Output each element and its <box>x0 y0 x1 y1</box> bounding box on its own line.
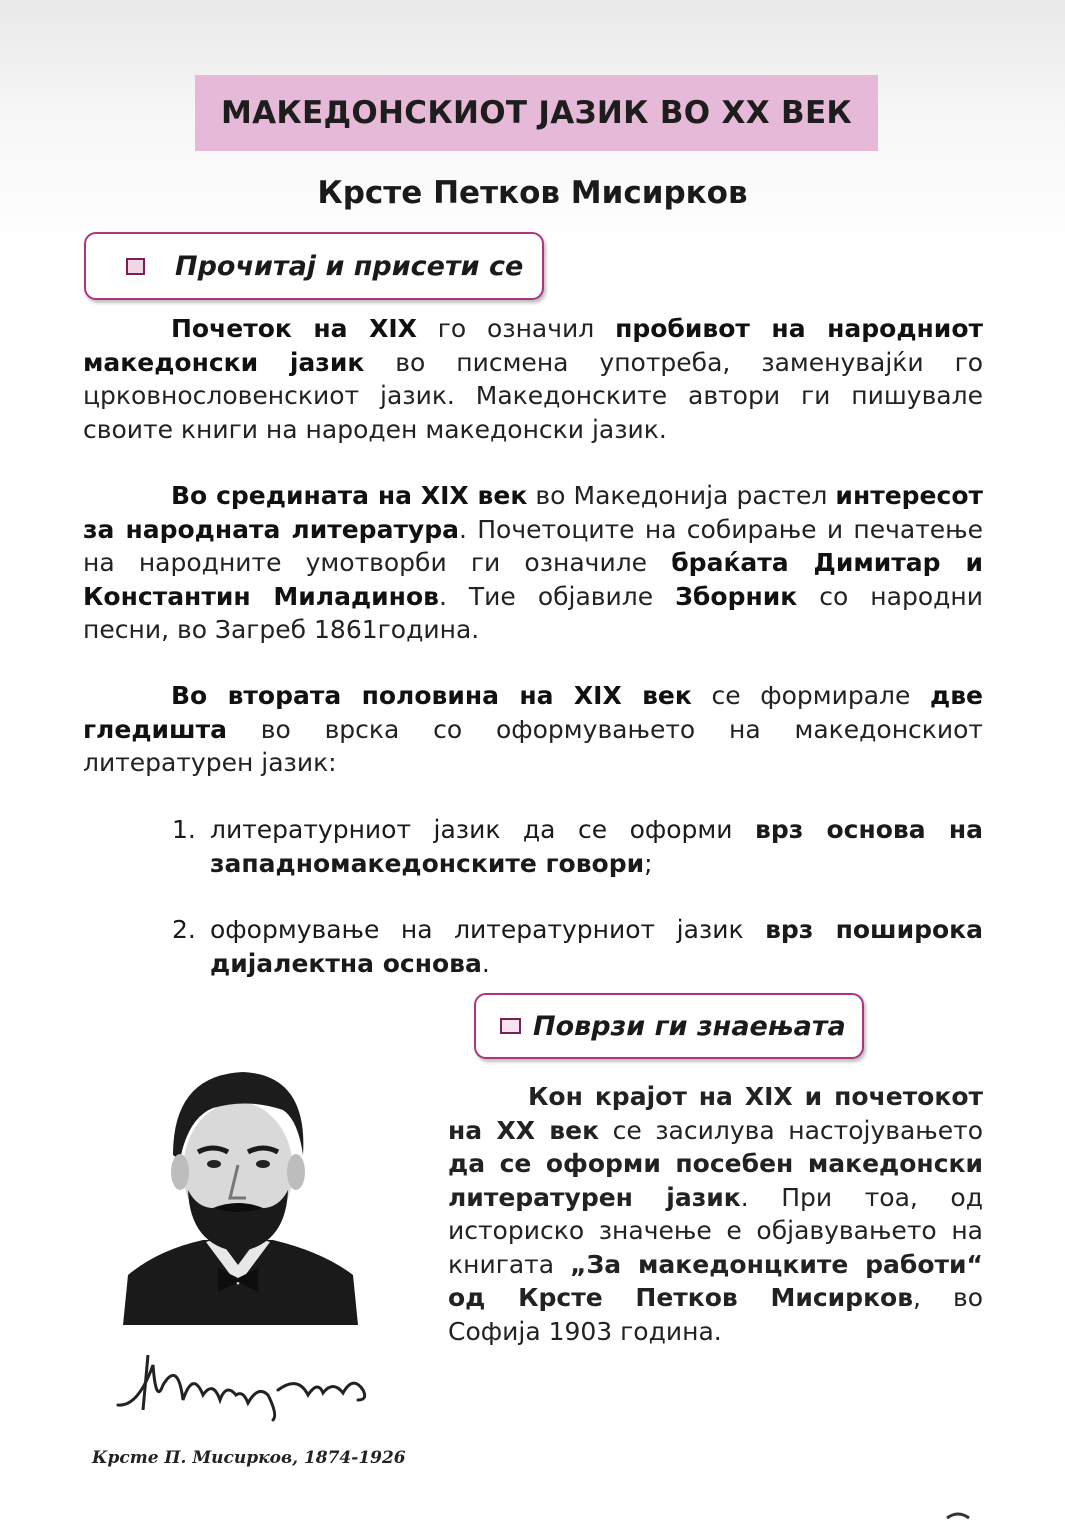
list-item <box>172 813 983 880</box>
p2-text-1: во Македонија растел <box>527 481 836 510</box>
p1-bold-1: Почеток на XIX <box>171 314 417 343</box>
p3-bold-1: Во втората половина на XIX век <box>171 681 692 710</box>
p4-text-2: . При тоа, од историско значење е објавувањето на книгата <box>448 1182 983 1279</box>
page-number-mark <box>943 1500 973 1521</box>
p2-bold-3: браќата Димитар и Константин Миладинов <box>83 548 983 611</box>
p2-text-4: со народни песни, во Загреб 1861година. <box>83 581 983 644</box>
list-item-punct: . <box>481 948 490 978</box>
p1-text-1: го означил <box>416 314 616 343</box>
p3-text-1: се формирале <box>691 681 931 710</box>
p1-bold-2: пробивот на народниот македонски јазик <box>83 314 983 377</box>
paragraph-2 <box>83 479 983 647</box>
list-item-text: литературниот јазик да се оформи <box>210 815 755 844</box>
p4-text-3: , во Софија 1903 година. <box>448 1283 983 1346</box>
p1-text-2: во писмена употреба, заменувајќи го црковнословенскиот јазик. Македонските автори ги пишувале своите книги на народен македонски јазик. <box>83 347 983 444</box>
list-item-punct: ; <box>644 848 653 878</box>
paragraph-1 <box>83 312 983 446</box>
p3-text-2: во врска со оформувањето на македонскиот литературен јазик: <box>83 714 983 777</box>
list-item-number: 2. <box>172 915 196 944</box>
connect-knowledge-box <box>474 993 864 1059</box>
paragraph-4 <box>448 1080 983 1348</box>
p4-bold-3: „За македонцките работи“ од Крсте Петков Мисирков <box>448 1249 983 1312</box>
signature-image <box>108 1345 378 1425</box>
p4-text-1: се засилува настојувањето <box>599 1115 984 1145</box>
read-and-remember-label: Прочитај и присети се <box>175 250 524 282</box>
portrait-image <box>118 1060 358 1325</box>
list-item-number: 1. <box>172 815 196 844</box>
paragraph-3 <box>83 679 983 780</box>
p2-bold-2: интересот за народната литература <box>83 481 983 544</box>
p2-bold-1: Во средината на XIX век <box>171 481 528 510</box>
title-banner <box>195 75 878 151</box>
list-item-bold: врз поширока дијалектна основа <box>210 915 984 978</box>
book-icon <box>500 1018 521 1034</box>
p4-bold-2: да се оформи посебен македонски литературен јазик <box>448 1149 983 1212</box>
list-item <box>172 913 983 980</box>
p4-bold-1: Кон крајот на XIX и почетокот на XX век <box>448 1082 983 1145</box>
book-icon <box>126 258 145 275</box>
portrait-caption: Крсте П. Мисирков, 1874-1926 <box>92 1448 406 1468</box>
read-and-remember-box <box>84 232 544 300</box>
subtitle: Крсте Петков Мисирков <box>317 175 748 211</box>
connect-knowledge-label: Поврзи ги знаењата <box>533 1010 846 1042</box>
list-item-text: оформување на литературниот јазик <box>210 915 766 944</box>
p2-bold-4: Зборник <box>675 581 798 611</box>
p2-text-2: . Почетоците на собирање и печатење на народните умотворби ги означиле <box>83 514 983 577</box>
p2-text-3: . Тие објавиле <box>438 581 676 611</box>
p3-bold-2: две гледишта <box>83 681 983 744</box>
list-item-bold: врз основа на западномакедонските говори <box>210 815 983 878</box>
page-title: МАКЕДОНСКИОТ ЈАЗИК ВО XX ВЕК <box>220 95 853 131</box>
